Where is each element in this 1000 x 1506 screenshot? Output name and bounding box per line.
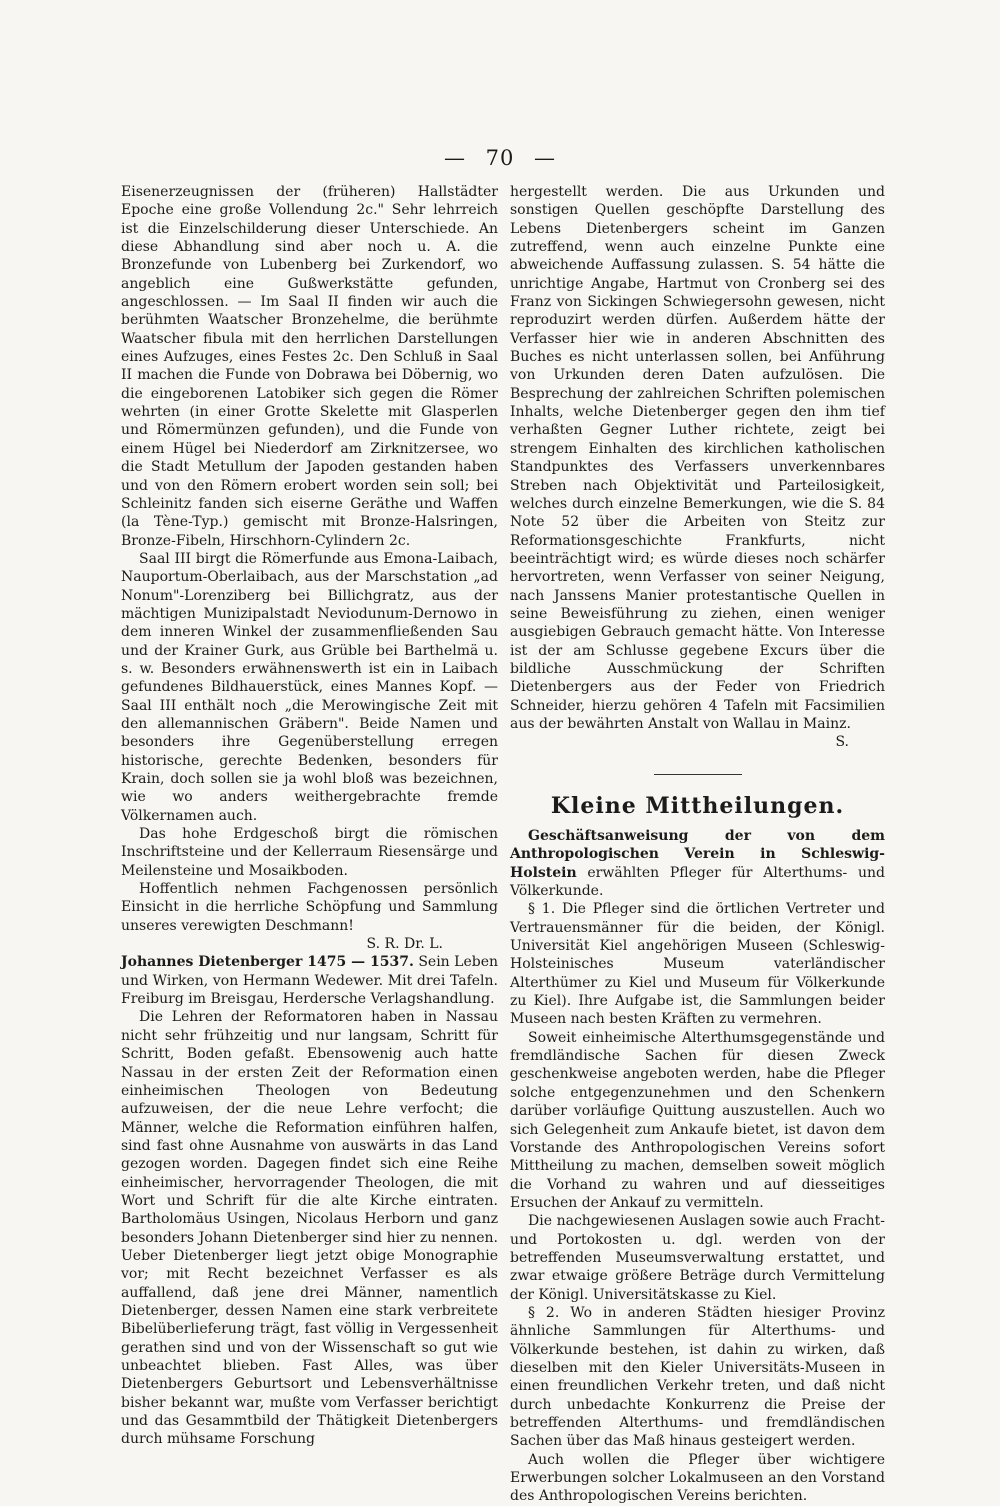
header-dash-left: — — [443, 146, 466, 170]
paragraph: Die nachgewiesenen Auslagen sowie auch Fracht- und Portokosten u. dgl. werden von der betreffenden Museumsverwaltung erstattet, und zwar etwaige größere Beträge durch Vermittelung der Königl. Universitätskasse zu Kiel. — [510, 1213, 885, 1303]
section-divider — [654, 774, 742, 775]
article-heading — [121, 953, 498, 1008]
right-column — [510, 183, 885, 1506]
signature: S. R. Dr. L. — [366, 936, 443, 953]
paragraph: § 2. Wo in anderen Städten hiesiger Provinz ähnliche Sammlungen für Alterthums- und Völkerkunde bestehen, ist dahin zu wirken, daß dieselben mit den Kieler Universitäts-Museen in einen freundlichen Verkehr treten, und daß nicht durch unbedachte Konkurrenz die Preise der betreffenden Alterthums- und fremdländischen Sachen über das Maß hinaus gesteigert werden. — [510, 1304, 885, 1450]
paragraph: Das hohe Erdgeschoß birgt die römischen Inschriftsteine und der Kellerraum Riesensärge und Meilensteine und Mosaikboden. — [121, 826, 498, 879]
paragraph: hergestellt werden. Die aus Urkunden und sonstigen Quellen geschöpfte Darstellung des Lebens Dietenbergers scheint im Ganzen zutreffend, wenn auch einzelne Punkte eine abweichende Auffassung zulassen. S. 54 hätte die unrichtige Angabe, Hartmut von Cronberg sei des Franz von Sickingen Schwiegersohn gewesen, nicht reproduzirt werden dürfen. Außerdem hätte der Verfasser hier wie in anderen Abschnitten des Buches es nicht unterlassen sollen, bei Anführung von Urkunden deren Daten aufzulösen. Die Besprechung der zahlreichen Schriften polemischen Inhalts, welche Dietenberger gegen den ihm tief verhaßten Gegner Luther richtete, zeigt bei strengem Einhalten des kirchlichen katholischen Standpunktes des Verfassers unverkennbares Streben nach Objektivität und Parteilosigkeit, welches durch einzelne Bemerkungen, wie die S. 84 Note 52 über die Arbeiten von Steitz zur Reformationsgeschichte Frankfurts, nicht beeinträchtigt wird; es würde dieses noch schärfer hervortreten, wenn Verfasser von seiner Neigung, nach Janssens Manier protestantische Quellen in seine Beweisführung zu ziehen, einen weniger ausgiebigen Gebrauch gemacht hätte. Von Interesse ist der am Schlusse gegebene Excurs über die bildliche Ausschmückung der Schriften Dietenbergers aus der Feder von Friedrich Schneider, hierzu gehören 4 Tafeln mit Facsimilien aus der bewährten Anstalt von Wallau in Mainz. — [510, 184, 885, 732]
paragraph: Saal III birgt die Römerfunde aus Emona-Laibach, Nauportum-Oberlaibach, aus der Marschstation „ad Nonum"-Lorenziberg bei Billichgratz, aus der mächtigen Munizipalstadt Neviodunum-Dernowo in dem inneren Winkel der zusammenfließenden Sau und der Krainer Gurk, aus Grüble bei Barthelmä u. s. w. Besonders erwähnenswerth ist ein in Laibach gefundenes Bildhauerstück, eines Mannes Kopf. — Saal III enthält noch „die Merowingische Zeit mit den allemannischen Gräbern". Beide Namen und besonders ihre Gegenüberstellung erregen historische, gerechte Bedenken, besonders für Krain, doch sollen sie ja wohl bloß was bezeichnen, wie wo anders weithergebrachte fremde Völkernamen auch. — [121, 550, 498, 824]
header-dash-right: — — [534, 146, 557, 170]
notice-title: Geschäftsanweisung der von dem Anthropologischen Verein in Schleswig-Holstein — [510, 828, 885, 881]
section-title: Kleine Mittheilungen. — [550, 792, 845, 819]
article-title: Johannes Dietenberger 1475 — 1537. — [121, 954, 414, 971]
paragraph: Hoffentlich nehmen Fachgenossen persönlich Einsicht in die herrliche Schöpfung und Sammlung unseres verewigten Deschmann! — [121, 881, 498, 934]
article-subtitle: Sein Leben und Wirken, von Hermann Wedewer. Mit drei Tafeln. Freiburg im Breisgau, Herdersche Verlagshandlung. — [121, 954, 499, 1008]
signature: S. — [835, 734, 849, 751]
notice-heading — [510, 827, 885, 900]
page-number: 70 — [485, 146, 515, 170]
left-column — [121, 183, 498, 1449]
notice-subtitle: erwählten Pfleger für Alterthums- und Völkerkunde. — [510, 864, 885, 900]
paragraph: Die Lehren der Reformatoren haben in Nassau nicht sehr frühzeitig und nur langsam, Schritt für Schritt, Boden gefaßt. Ebensowenig auch hatte Nassau in der ersten Zeit der Reformation einen einheimischen Theologen von Bedeutung aufzuweisen, der die neue Lehre verfocht; die Männer, welche die Reformation einführen halfen, sind fast ohne Ausnahme von auswärts in das Land gezogen worden. Dagegen findet sich eine Reihe einheimischer, hervorragender Theologen, die mit Wort und Schrift für die alte Kirche eintraten. Bartholomäus Usingen, Nicolaus Herborn und ganz besonders Johann Dietenberger sind hier zu nennen. Ueber Dietenberger liegt jetzt obige Monographie vor; mit Recht bezeichnet Verfasser es als auffallend, daß jene drei Männer, namentlich Dietenberger, dessen Namen eine stark verbreitete Bibelüberlieferung trägt, fast völlig in Vergessenheit gerathen sind und von der Wissenschaft so gut wie unbeachtet blieben. Fast Alles, was über Dietenbergers Geburtsort und Lebensverhältnisse bisher bekannt war, mußte vom Verfasser berichtigt und das Gesammtbild der Thätigkeit Dietenbergers durch mühsame Forschung — [121, 1009, 498, 1448]
page-header — [0, 146, 1000, 170]
paragraph: Soweit einheimische Alterthumsgegenstände und fremdländische Sachen für diesen Zweck geschenkweise angeboten werden, habe die Pfleger solche entgegenzunehmen und den Schenkern darüber vorläufige Quittung auszustellen. Auch wo sich Gelegenheit zum Ankaufe bietet, ist davon dem Vorstande des Anthropologischen Vereins sofort Mittheilung zu machen, demselben soweit möglich die Vorhand zu wahren und auf diesseitiges Ersuchen der Ankauf zu vermitteln. — [510, 1029, 885, 1211]
paragraph: § 1. Die Pfleger sind die örtlichen Vertreter und Vertrauensmänner für die beiden, der Königl. Universität Kiel angehörigen Museen (Schleswig-Holsteinisches Museum vaterländischer Alterthümer zu Kiel und Museum für Völkerkunde zu Kiel). Ihre Aufgabe ist, die Sammlungen beider Museen nach besten Kräften zu vermehren. — [510, 901, 885, 1028]
paragraph: Eisenerzeugnissen der (früheren) Hallstädter Epoche eine große Vollendung 2c." Sehr lehrreich ist die Einzelschilderung dieser Unterschiede. An diese Abhandlung sind aber noch u. A. die Bronzefunde von Lubenberg bei Zurkendorf, wo angeblich eine Gußwerkstätte gefunden, angeschlossen. — Im Saal II finden wir auch die berühmten Waatscher Bronzehelme, die berühmte Waatscher fibula mit den herrlichen Darstellungen eines Aufzuges, eines Festes 2c. Den Schluß in Saal II machen die Funde von Dobrawa bei Döbernig, wo die eingeborenen Latobiker sich gegen die Römer wehrten (in einer Grotte Skelette mit Glasperlen und Römermünzen gefunden), und die Funde von einem Hügel bei Niederdorf am Zirknitzersee, wo die Stadt Metullum der Japoden gestanden haben und von den Römern erobert worden sein soll; bei Schleinitz fanden sich eiserne Geräthe und Waffen (la Tène-Typ.) gemischt mit Bronze-Halsringen, Bronze-Fibeln, Hirschhorn-Cylindern 2c. — [121, 184, 498, 549]
paragraph: Auch wollen die Pfleger über wichtigere Erwerbungen solcher Lokalmuseen an den Vorstand des Anthropologischen Vereins berichten. — [510, 1451, 885, 1505]
